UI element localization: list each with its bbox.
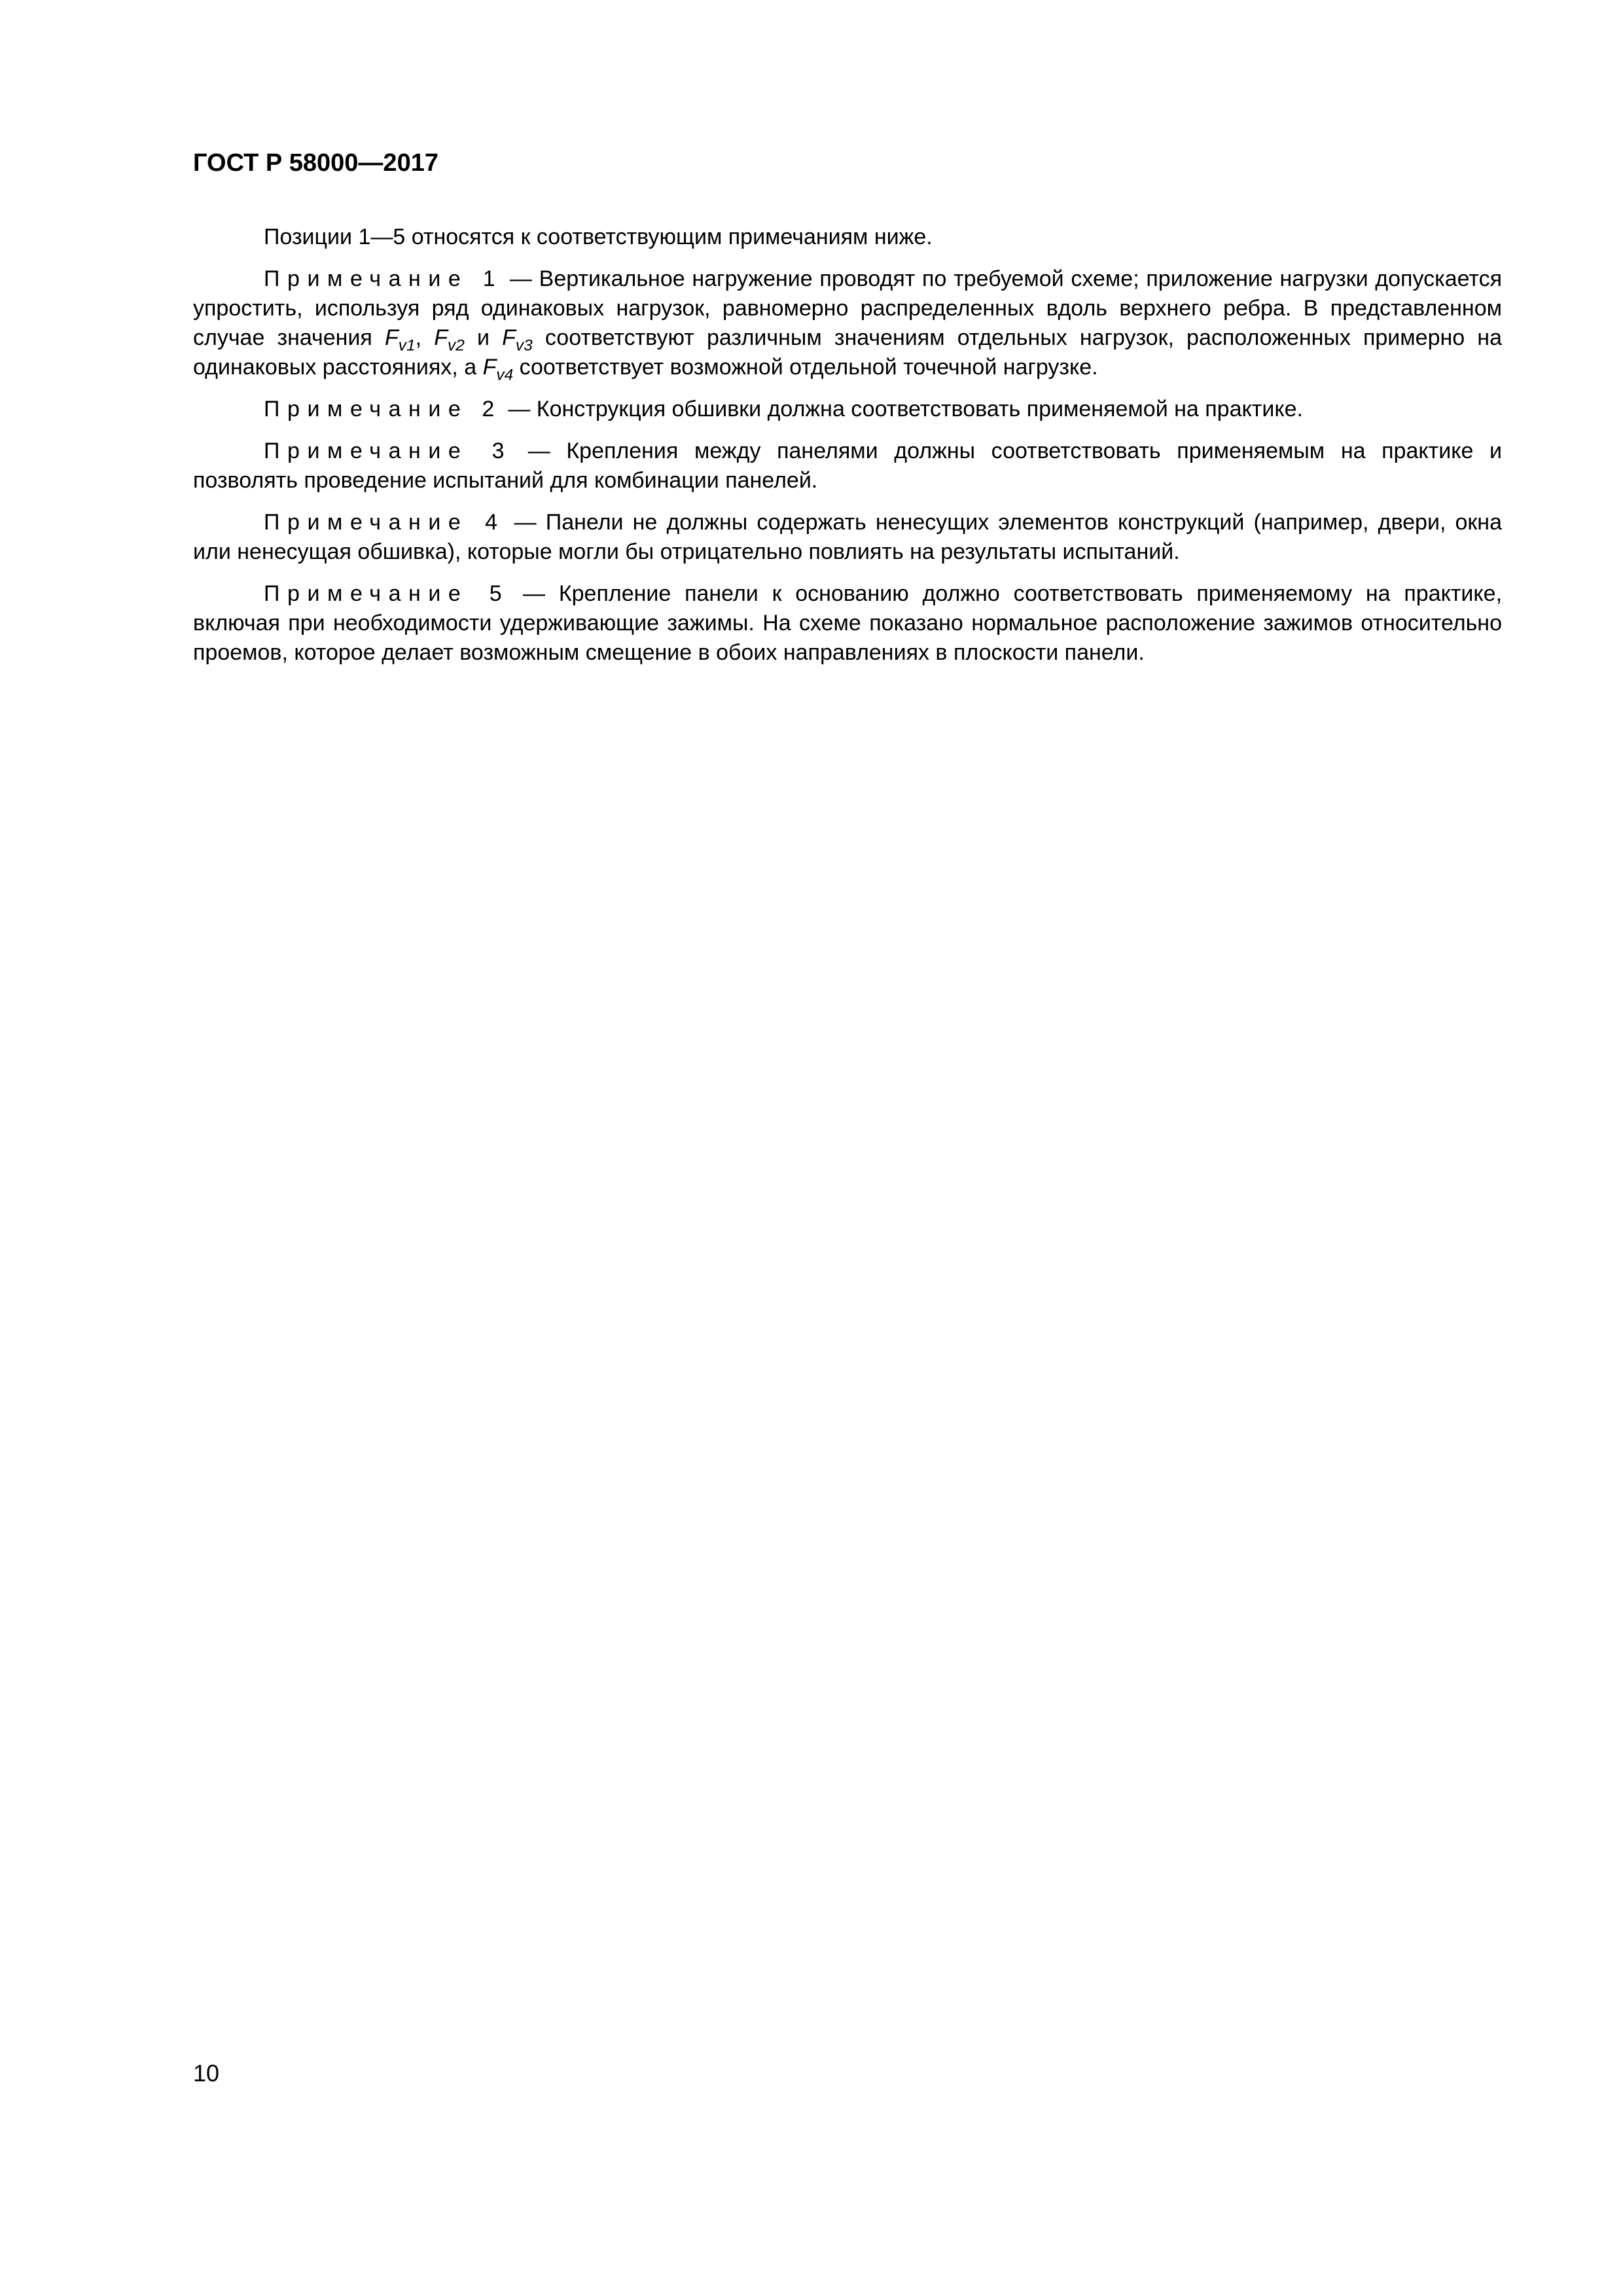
note-3 [193, 437, 1502, 495]
note-2-text: — Конструкция обшивки должна соответствовать применяемой на практике. [501, 397, 1303, 422]
variable-fv3: $F_{v3}$ [502, 325, 533, 355]
variable-fv1: $F_{v1}$ [385, 325, 416, 355]
note-3-text: — Крепления между панелями должны соответствовать применяемым на практике и позволять проведение испытаний для комбинации панелей. [193, 439, 1502, 493]
note-4-label: Примечание 4 [264, 510, 505, 535]
note-4 [193, 508, 1502, 567]
note-2-label: Примечание 2 [264, 397, 502, 422]
note-1-label: Примечание 1 [264, 266, 503, 291]
note-5 [193, 579, 1502, 668]
variable-fv4: $F_{v4}$ [482, 355, 514, 384]
note-1 [193, 264, 1502, 382]
note-2 [193, 395, 1502, 424]
note-4-text: — Панели не должны содержать ненесущих элементов конструкций (например, двери, окна или ненесущая обшивка), которые могли бы отрицательно повлиять на результаты испытаний. [193, 510, 1502, 564]
note-5-label: Примечание 5 [264, 581, 510, 606]
note-1-text-b: соответствуют различным значениям отдельных нагрузок, расположенных примерно на одинаковых расстояниях, а [193, 325, 1502, 380]
note-1-separator-2: и [464, 325, 503, 350]
note-1-text-a: — Вертикальное нагружение проводят по требуемой схеме; приложение нагрузки допускается упростить, используя ряд одинаковых нагрузок, равномерно распределенных вдоль верхнего ребра. В представленном случае значения [193, 266, 1503, 350]
note-3-label: Примечание 3 [264, 439, 512, 463]
document-body [193, 223, 1502, 680]
intro-paragraph: Позиции 1—5 относятся к соответствующим примечаниям ниже. [264, 224, 933, 249]
document-header: ГОСТ Р 58000—2017 [193, 149, 438, 177]
note-5-text: — Крепление панели к основанию должно соответствовать применяемому на практике, включая при необходимости удерживающие зажимы. На схеме показано нормальное расположение зажимов относительно проемов, которое делает возможным смещение в обоих направлениях в плоскости панели. [193, 581, 1503, 665]
variable-fv2: $F_{v2}$ [434, 325, 465, 355]
note-1-separator-1: , [415, 325, 435, 350]
page-number: 10 [193, 2060, 220, 2087]
note-1-text-c: соответствует возможной отдельной точечной нагрузке. [513, 355, 1098, 380]
